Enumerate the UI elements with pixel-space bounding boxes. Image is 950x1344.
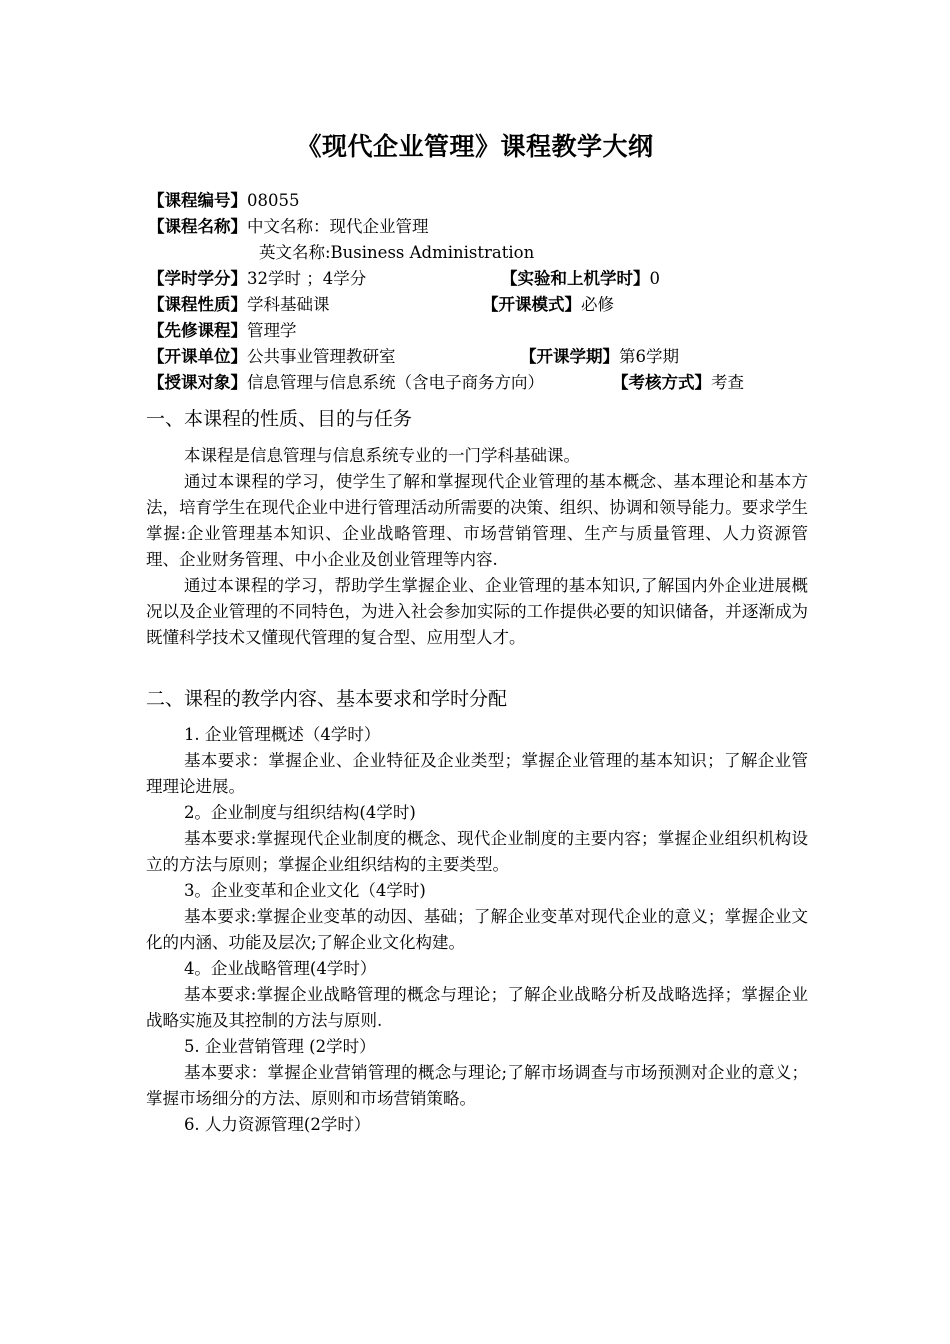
topic-title: 4。企业战略管理(4学时）	[183, 959, 377, 978]
section2-heading: 二、课程的教学内容、基本要求和学时分配	[146, 688, 508, 710]
mode-label: 【开课模式】	[482, 295, 581, 314]
hours-value: 32学时 ；4学分	[247, 269, 367, 288]
target-row	[148, 370, 828, 396]
section1-body	[146, 443, 808, 651]
course-name-label: 【课程名称】	[148, 217, 247, 236]
prereq-label: 【先修课程】	[148, 321, 247, 340]
target-label: 【授课对象】	[148, 373, 247, 392]
topic-requirement: 基本要求：掌握企业营销管理的概念与理论;了解市场调查与市场预测对企业的意义；掌握市场细分的方法、原则和市场营销策略。	[146, 1063, 808, 1108]
topic-title: 1. 企业管理概述（4学时）	[183, 725, 381, 744]
nature-row	[148, 292, 828, 318]
course-name-cn: 中文名称：现代企业管理	[247, 217, 429, 236]
topic-title: 3。企业变革和企业文化（4学时)	[183, 881, 426, 900]
mode-value: 必修	[581, 295, 614, 314]
section1-heading: 一、本课程的性质、目的与任务	[146, 408, 413, 430]
course-name-en: 英文名称:Business Administration	[259, 243, 535, 262]
topic-requirement: 基本要求：掌握企业、企业特征及企业类型；掌握企业管理的基本知识；了解企业管理理论进展。	[146, 751, 808, 796]
topic-requirement: 基本要求:掌握企业变革的动因、基础；了解企业变革对现代企业的意义；掌握企业文化的内涵、功能及层次;了解企业文化构建。	[146, 907, 808, 952]
document-title: 《现代企业管理》课程教学大纲	[296, 132, 654, 161]
nature-value: 学科基础课	[247, 295, 330, 314]
section1-paragraph: 本课程是信息管理与信息系统专业的一门学科基础课。	[183, 446, 580, 465]
course-code-row	[148, 188, 828, 214]
term-value: 第6学期	[619, 347, 679, 366]
course-info	[148, 188, 828, 396]
course-code-value: 08055	[247, 191, 300, 210]
unit-row	[148, 344, 828, 370]
term-label: 【开课学期】	[520, 347, 619, 366]
exam-method	[612, 370, 744, 396]
unit-label: 【开课单位】	[148, 347, 247, 366]
exam-value: 考查	[711, 373, 744, 392]
exam-label: 【考核方式】	[612, 373, 711, 392]
lab-hours-value: 0	[649, 269, 660, 288]
section1-paragraph: 通过本课程的学习，使学生了解和掌握现代企业管理的基本概念、基本理论和基本方法，培育学生在现代企业中进行管理活动所需要的决策、组织、协调和领导能力。要求学生掌握:企业管理基本知识、企业战略管理、市场营销管理、生产与质量管理、人力资源管理、企业财务管理、中小企业及创业管理等内容.	[146, 472, 808, 569]
section1-paragraph: 通过本课程的学习，帮助学生掌握企业、企业管理的基本知识,了解国内外企业进展概况以及企业管理的不同特色，为进入社会参加实际的工作提供必要的知识储备，并逐渐成为既懂科学技术又懂现代管理的复合型、应用型人才。	[146, 576, 808, 647]
lab-hours-label: 【实验和上机学时】	[501, 269, 650, 288]
nature-label: 【课程性质】	[148, 295, 247, 314]
topic-title: 5. 企业营销管理 (2学时）	[183, 1037, 376, 1056]
course-name-en-row	[148, 240, 828, 266]
hours-row	[148, 266, 828, 292]
topic-requirement: 基本要求:掌握现代企业制度的概念、现代企业制度的主要内容；掌握企业组织机构设立的方法与原则；掌握企业组织结构的主要类型。	[146, 829, 808, 874]
topic-requirement: 基本要求:掌握企业战略管理的概念与理论；了解企业战略分析及战略选择；掌握企业战略实施及其控制的方法与原则.	[146, 985, 808, 1030]
section2-body	[146, 722, 808, 1138]
prereq-row	[148, 318, 828, 344]
course-mode	[482, 292, 614, 318]
course-name-row	[148, 214, 828, 240]
topic-title: 2。企业制度与组织结构(4学时)	[183, 803, 416, 822]
prereq-value: 管理学	[247, 321, 297, 340]
unit-value: 公共事业管理教研室	[247, 347, 396, 366]
topic-title: 6. 人力资源管理(2学时）	[183, 1115, 371, 1134]
course-term	[520, 344, 679, 370]
lab-hours	[501, 266, 660, 292]
course-code-label: 【课程编号】	[148, 191, 247, 210]
hours-label: 【学时学分】	[148, 269, 247, 288]
target-value: 信息管理与信息系统（含电子商务方向）	[247, 373, 544, 392]
